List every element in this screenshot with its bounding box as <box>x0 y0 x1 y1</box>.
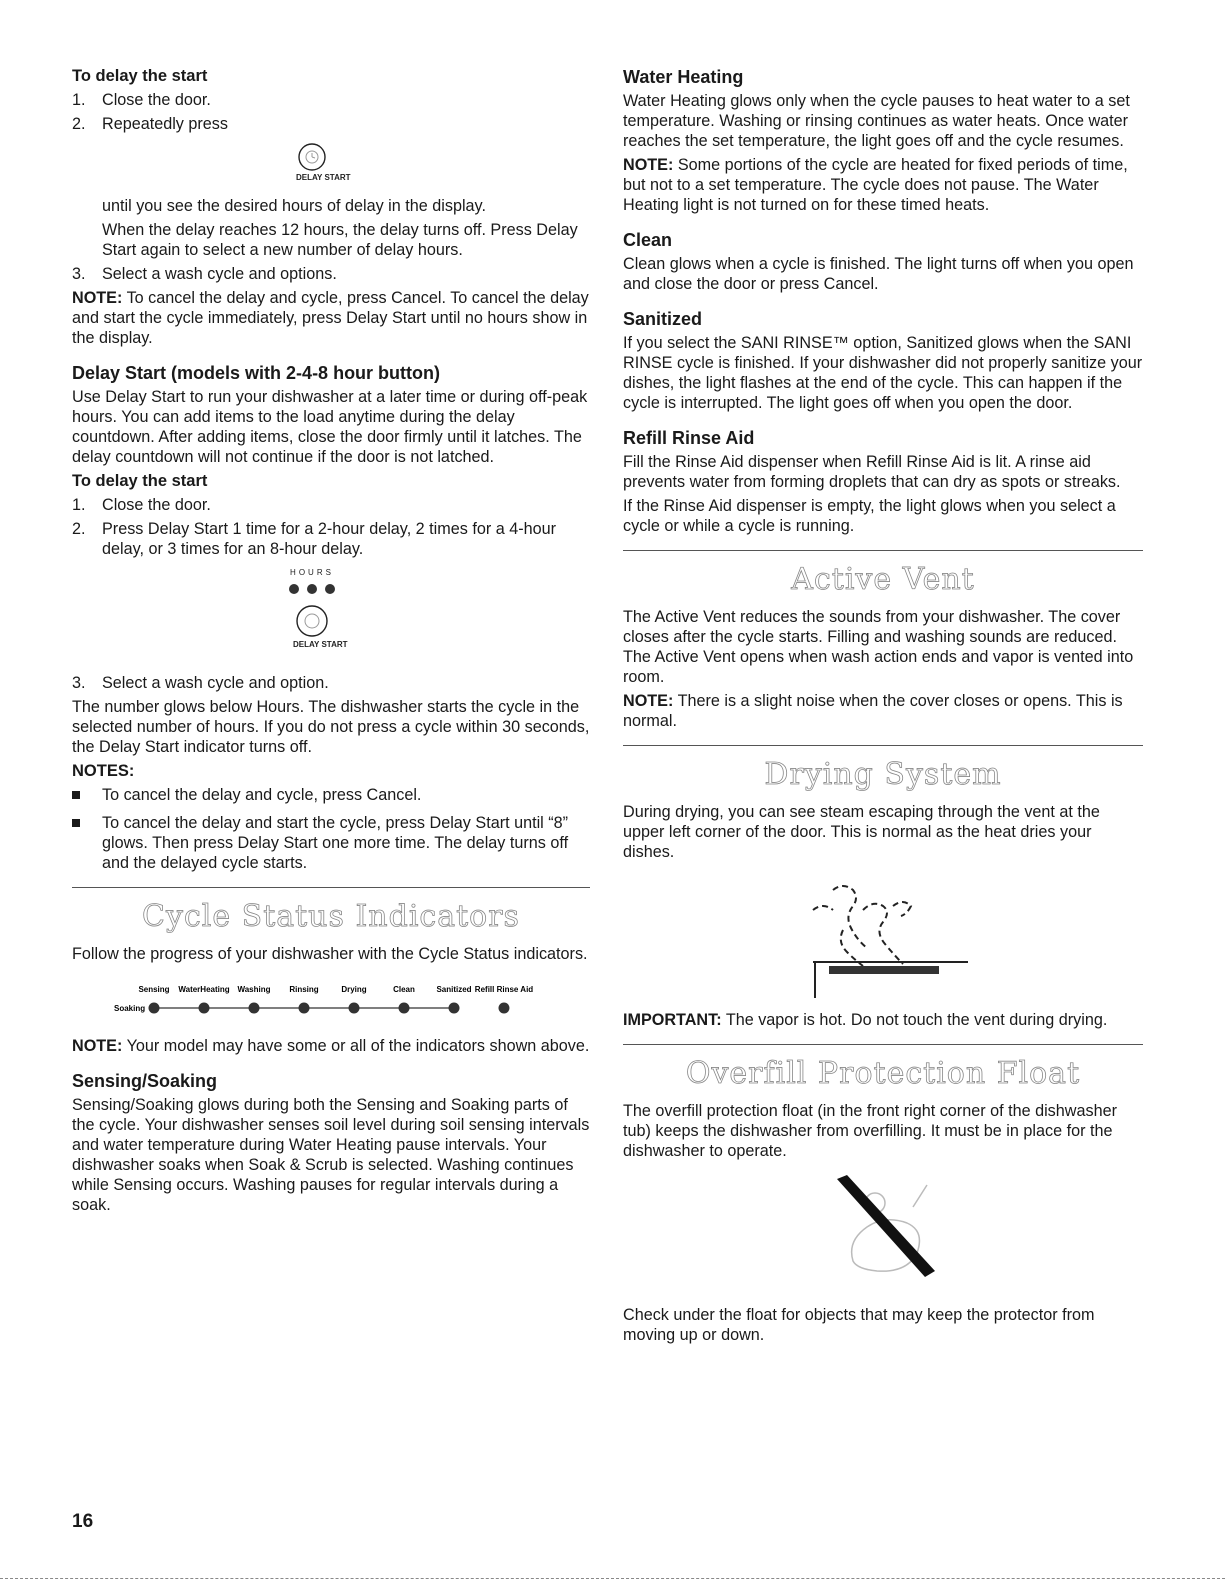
list-item: To cancel the delay and cycle, press Cancel. <box>72 785 590 805</box>
important-vapor: IMPORTANT: The vapor is hot. Do not touch the vent during drying. <box>623 1011 1108 1029</box>
hours-delay-button-icon <box>272 565 352 665</box>
until-text: until you see the desired hours of delay in the display. <box>102 197 486 215</box>
indicator-light <box>149 1003 160 1014</box>
overfill-text: The overfill protection float (in the front right corner of the dishwasher tub) keeps the dishwasher from overfilling. It must be in place for the dishwasher to operate. <box>623 1102 1117 1160</box>
indicator-light <box>249 1003 260 1014</box>
check-float-text: Check under the float for objects that may keep the protector from moving up or down. <box>623 1306 1095 1344</box>
divider <box>623 745 1143 746</box>
indicator-label: Clean <box>393 985 415 994</box>
indicator-label: Rinsing <box>289 985 319 994</box>
indicator-label: Sanitized <box>436 985 472 994</box>
right-column <box>623 66 1143 1349</box>
delay-248-steps <box>72 495 590 559</box>
note-cancel: NOTE: To cancel the delay and cycle, press Cancel. To cancel the delay and start the cycle immediately, press Delay Start until no hours show in the display. <box>72 289 589 347</box>
delay-steps-list-cont <box>72 264 590 284</box>
list-item: 1. Close the door. <box>72 91 211 109</box>
steam-vent-illustration <box>793 870 973 1000</box>
indicator-label-soaking: Soaking <box>114 1004 146 1013</box>
refill-text-2: If the Rinse Aid dispenser is empty, the light glows when you select a cycle or while a cycle is running. <box>623 497 1116 535</box>
clean-text: Clean glows when a cycle is finished. The light turns off when you open and close the door or press Cancel. <box>623 255 1134 293</box>
indicator-light <box>199 1003 210 1014</box>
notes-list <box>72 785 590 873</box>
indicator-label: Drying <box>341 985 367 994</box>
heading-sensing-soaking: Sensing/Soaking <box>72 1071 218 1091</box>
heading-water-heating: Water Heating <box>623 67 744 87</box>
left-column <box>72 66 590 1219</box>
section-title-active-vent: Active Vent <box>791 562 975 597</box>
section-title-overfill-float: Overfill Protection Float <box>685 1056 1081 1091</box>
divider <box>623 1044 1143 1045</box>
indicator-light <box>299 1003 310 1014</box>
indicator-label: WaterHeating <box>178 985 230 994</box>
svg-text:HOURS: HOURS <box>290 568 334 577</box>
delay-248-intro: Use Delay Start to run your dishwasher at a later time or during off-peak hours. You can add items to the load anytime during the delay countdown. After adding items, close the door firmly until it latches. The delay countdown will not continue if the door is not latched. <box>72 388 588 466</box>
sanitized-text: If you select the SANI RINSE™ option, Sanitized glows when the SANI RINSE cycle is finished. If your dishwasher did not properly sanitize your dishes, the light flashes at the end of the cycle. This can happen if the cycle is interrupted. The light goes off when you open the door. <box>623 334 1143 412</box>
indicator-light <box>449 1003 460 1014</box>
note-indicators: NOTE: Your model may have some or all of the indicators shown above. <box>72 1037 590 1055</box>
delay-steps-list <box>72 90 590 134</box>
list-item: 2. Press Delay Start 1 time for a 2-hour delay, 2 times for a 4-hour delay, or 3 times for an 8-hour delay. <box>72 520 557 558</box>
heading-delay-start-248: Delay Start (models with 2-4-8 hour button) <box>72 363 441 383</box>
divider <box>72 887 590 888</box>
svg-text:DELAY START: DELAY START <box>293 640 348 649</box>
delay-start-button-icon <box>282 140 351 190</box>
refill-text-1: Fill the Rinse Aid dispenser when Refill Rinse Aid is lit. A rinse aid prevents water from forming droplets that can dry as spots or streaks. <box>623 453 1121 491</box>
page-bottom-border <box>0 1578 1225 1579</box>
section-title-drying-system: Drying System <box>764 757 1002 792</box>
sensing-text: Sensing/Soaking glows during both the Sensing and Soaking parts of the cycle. Your dishwasher senses soil level during soil sensing intervals and water temperature during Water Heating pause intervals. Your dishwasher soaks when Soak & Scrub is selected. Washing continues while Sensing occurs. Washing pauses for regular intervals during a soak. <box>72 1096 590 1214</box>
glows-text: The number glows below Hours. The dishwasher starts the cycle in the selected number of hours. If you do not press a cycle within 30 seconds, the Delay Start indicator turns off. <box>72 698 590 756</box>
indicator-light <box>499 1003 510 1014</box>
list-item: 2. Repeatedly press <box>72 115 228 133</box>
indicator-light <box>349 1003 360 1014</box>
reach12-text: When the delay reaches 12 hours, the delay turns off. Press Delay Start again to select a new number of delay hours. <box>102 221 578 259</box>
divider <box>623 550 1143 551</box>
indicator-label: Sensing <box>138 985 170 994</box>
active-vent-text: The Active Vent reduces the sounds from your dishwasher. The cover closes after the cycle starts. Filling and washing sounds are reduced. The Active Vent opens when wash action ends and vapor is vented into room. <box>623 608 1134 686</box>
subheading-delay-start: To delay the start <box>72 67 208 85</box>
subheading-delay-start-2: To delay the start <box>72 472 208 490</box>
section-title-cycle-status: Cycle Status Indicators <box>142 899 520 934</box>
note-water-heating: NOTE: Some portions of the cycle are heated for fixed periods of time, but not to a set temperature. The cycle does not pause. The Water Heating light is not turned on for these timed heats. <box>623 156 1128 214</box>
heading-clean: Clean <box>623 230 673 250</box>
list-item: 1. Close the door. <box>72 496 211 514</box>
list-item: To cancel the delay and start the cycle, press Delay Start until “8” glows. Then press Delay Start one more time. The delay turns off and the delayed cycle starts. <box>72 813 590 873</box>
indicator-label: Refill Rinse Aid <box>474 985 534 994</box>
overfill-float-illustration <box>813 1173 953 1283</box>
notes-label: NOTES: <box>72 762 135 780</box>
delay-248-steps-cont <box>72 673 590 693</box>
indicator-label: Washing <box>237 985 271 994</box>
cycle-status-intro: Follow the progress of your dishwasher with the Cycle Status indicators. <box>72 945 588 963</box>
page-number: 16 <box>72 1511 94 1532</box>
list-item: 3. Select a wash cycle and options. <box>72 265 337 283</box>
heading-refill-rinse-aid: Refill Rinse Aid <box>623 428 755 448</box>
note-active-vent: NOTE: There is a slight noise when the cover closes or opens. This is normal. <box>623 692 1123 730</box>
drying-text: During drying, you can see steam escaping through the vent at the upper left corner of the door. This is normal as the heat dries your dishes. <box>623 803 1100 861</box>
svg-text:DELAY START: DELAY START <box>296 173 351 182</box>
cycle-status-indicators-diagram <box>114 974 554 1024</box>
list-item: 3. Select a wash cycle and option. <box>72 674 329 692</box>
indicator-light <box>399 1003 410 1014</box>
heading-sanitized: Sanitized <box>623 309 703 329</box>
water-heating-text: Water Heating glows only when the cycle pauses to heat water to a set temperature. Washing or rinsing continues as water heats. Once water reaches the set temperature, the light goes off and the cycle resumes. <box>623 92 1130 150</box>
